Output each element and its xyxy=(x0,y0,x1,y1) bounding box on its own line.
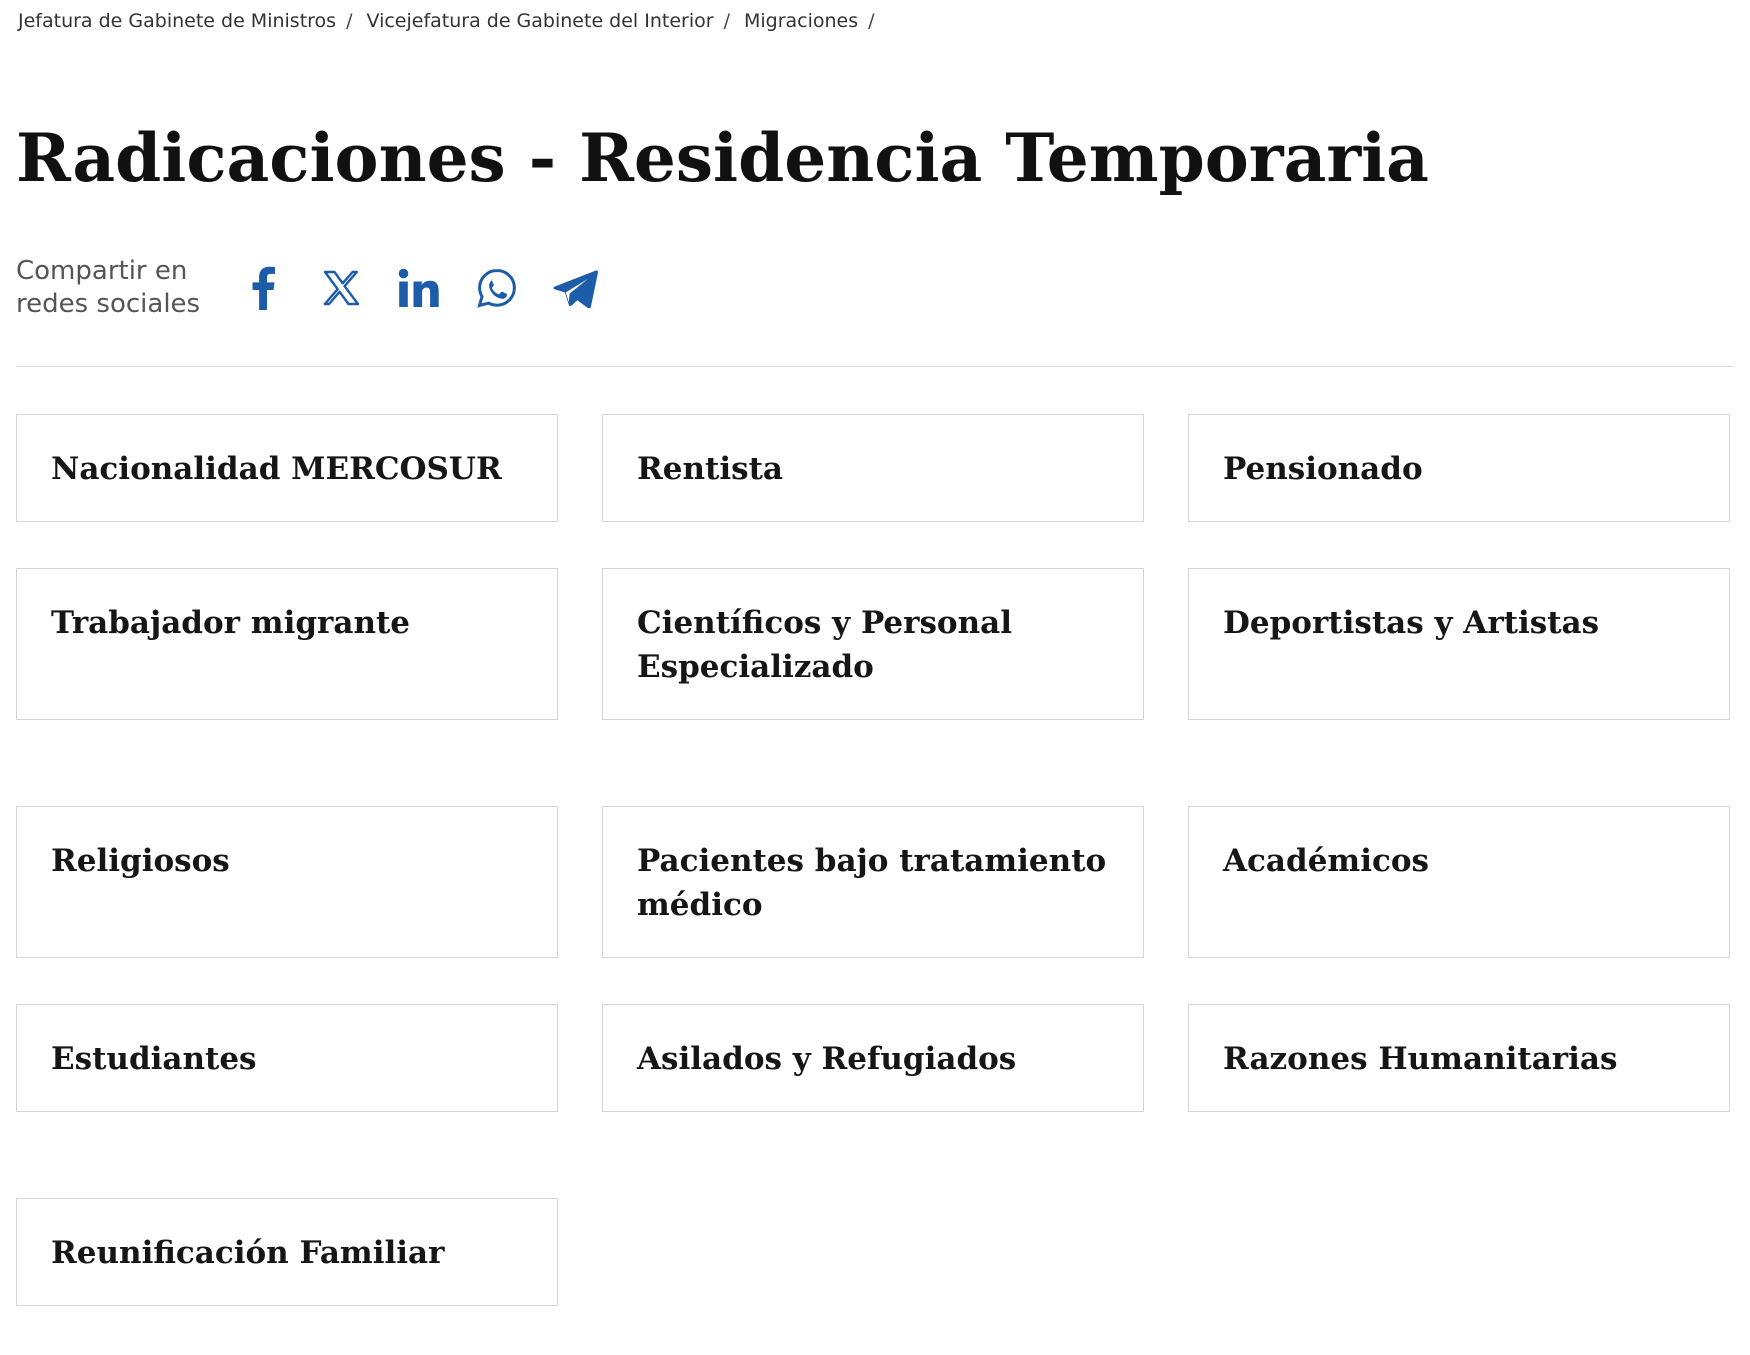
card-pacientes[interactable] xyxy=(602,806,1144,958)
card-label: Estudiantes xyxy=(51,1041,257,1077)
card-deportistas-artistas[interactable] xyxy=(1188,568,1730,720)
card-religiosos[interactable] xyxy=(16,806,558,958)
breadcrumb-link-migraciones[interactable]: Migraciones xyxy=(743,10,859,32)
card-label: Científicos y Personal Especializado xyxy=(637,605,1013,685)
card-label: Rentista xyxy=(637,451,783,487)
card-estudiantes[interactable] xyxy=(16,1004,558,1112)
card-label: Trabajador migrante xyxy=(51,605,411,641)
breadcrumb-separator: / xyxy=(723,10,730,32)
card-trabajador-migrante[interactable] xyxy=(16,568,558,720)
share-label-line2: redes sociales xyxy=(16,289,201,319)
card-cientificos[interactable] xyxy=(602,568,1144,720)
card-label: Deportistas y Artistas xyxy=(1223,605,1600,641)
card-asilados-refugiados[interactable] xyxy=(602,1004,1144,1112)
card-label: Reunificación Familiar xyxy=(51,1235,445,1271)
card-label: Académicos xyxy=(1223,843,1429,879)
page-title: Radicaciones - Residencia Temporaria xyxy=(16,119,1429,197)
card-razones-humanitarias[interactable] xyxy=(1188,1004,1730,1112)
card-label: Pensionado xyxy=(1223,451,1423,487)
card-academicos[interactable] xyxy=(1188,806,1730,958)
share-label-line1: Compartir en xyxy=(16,256,188,286)
breadcrumb-link-vicejefatura[interactable]: Vicejefatura de Gabinete del Interior xyxy=(366,10,714,32)
card-rentista[interactable] xyxy=(602,414,1144,522)
breadcrumb-separator: / xyxy=(868,10,875,32)
card-label: Religiosos xyxy=(51,843,230,879)
card-label: Razones Humanitarias xyxy=(1223,1041,1618,1077)
card-label: Asilados y Refugiados xyxy=(637,1041,1017,1077)
card-pensionado[interactable] xyxy=(1188,414,1730,522)
card-reunificacion-familiar[interactable] xyxy=(16,1198,558,1306)
card-nacionalidad-mercosur[interactable] xyxy=(16,414,558,522)
card-label: Nacionalidad MERCOSUR xyxy=(51,451,502,487)
breadcrumb-link-jefatura[interactable]: Jefatura de Gabinete de Ministros xyxy=(18,10,337,32)
card-label: Pacientes bajo tratamiento médico xyxy=(637,843,1107,923)
breadcrumb-separator: / xyxy=(346,10,353,32)
